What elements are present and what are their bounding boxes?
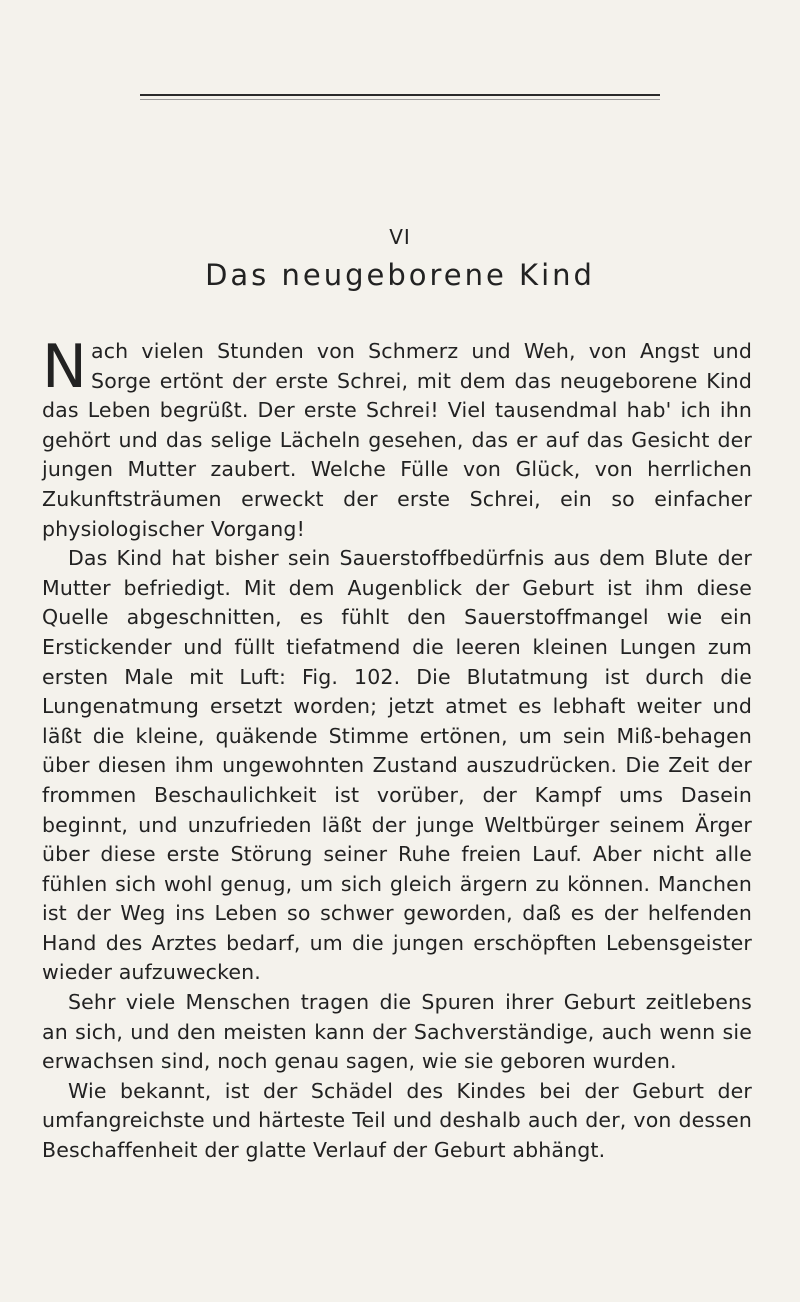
paragraph-2: Das Kind hat bisher sein Sauerstoffbedürfnis aus dem Blute der Mutter befriedigt. Mit dem Augenblick der Geburt ist ihm diese Quelle abgeschnitten, es fühlt den Sauerstoffmangel wie ein Erstickender und füllt tiefatmend die leeren kleinen Lungen zum ersten Male mit Luft: Fig. 102. Die Blutatmung ist durch die Lungenatmung ersetzt worden; jetzt atmet es lebhaft weiter und läßt die kleine, quäkende Stimme ertönen, um sein Miß-behagen über diesen ihm ungewohnten Zustand auszudrücken. Die Zeit der frommen Beschaulichkeit ist vorüber, der Kampf ums Dasein beginnt, und unzufrieden läßt der junge Weltbürger seinem Ärger über diese erste Störung seiner Ruhe freien Lauf. Aber nicht alle fühlen sich wohl genug, um sich gleich ärgern zu können. Manchen ist der Weg ins Leben so schwer geworden, daß es der helfenden Hand des Arztes bedarf, um die jungen erschöpften Lebensgeister wieder aufzuwecken. bbox=[42, 546, 752, 985]
body-text bbox=[42, 332, 752, 1166]
paragraph-3: Sehr viele Menschen tragen die Spuren ihrer Geburt zeitlebens an sich, und den meisten kann der Sachverständige, auch wenn sie erwachsen sind, noch genau sagen, wie sie geboren wurden. bbox=[42, 990, 752, 1074]
paragraph-1 bbox=[42, 332, 752, 544]
chapter-title: Das neugeborene Kind bbox=[205, 258, 595, 292]
page-top-rule bbox=[140, 94, 660, 96]
page-top-rule-thin bbox=[140, 99, 660, 100]
paragraph-4: Wie bekannt, ist der Schädel des Kindes bei der Geburt der umfangreichste und härteste Teil und deshalb auch der, von dessen Beschaffenheit der glatte Verlauf der Geburt abhängt. bbox=[42, 1078, 752, 1163]
chapter-number: VI bbox=[389, 225, 411, 249]
paragraph-1-text: ach vielen Stunden von Schmerz und Weh, von Angst und Sorge ertönt der erste Schrei, mit dem das neugeborene Kind das Leben begrüßt. Der erste Schrei! Viel tausendmal hab' ich ihn gehört und das selige Lächeln gesehen, das er auf das Gesicht der jungen Mutter zaubert. Welche Fülle von Glück, von herrlichen Zukunftsträumen erweckt der erste Schrei, ein so einfacher physiologischer Vorgang! bbox=[42, 339, 752, 541]
drop-cap: N bbox=[42, 332, 88, 402]
